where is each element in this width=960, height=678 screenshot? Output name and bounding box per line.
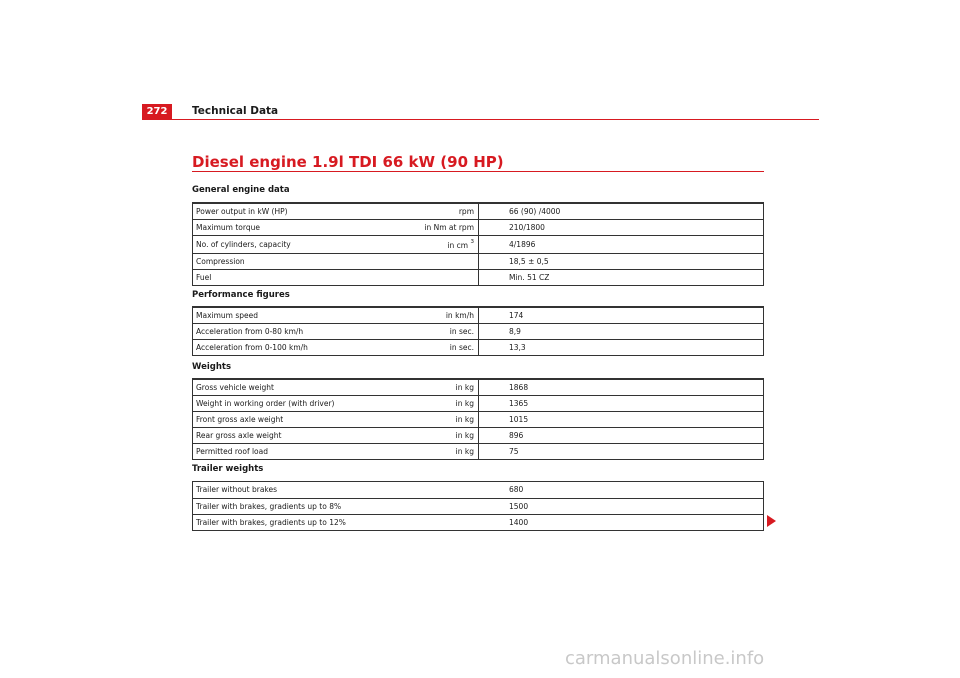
- row-label: Trailer with brakes, gradients up to 12%: [196, 518, 346, 527]
- next-page-arrow-icon: [767, 515, 776, 527]
- row-value: 174: [509, 311, 524, 320]
- row-value: 1868: [509, 383, 529, 392]
- table-row: [193, 269, 763, 285]
- row-value: 1400: [509, 518, 529, 527]
- row-value: 896: [509, 431, 524, 440]
- watermark: carmanualsonline.info: [565, 648, 765, 669]
- page-header-title: Technical Data: [192, 105, 279, 117]
- row-unit-with-superscript: [447, 238, 474, 253]
- row-value: 18,5 ± 0,5: [509, 257, 549, 266]
- row-unit: in cm: [447, 241, 469, 250]
- weights-heading: Weights: [192, 362, 232, 372]
- row-unit: in Nm at rpm: [424, 223, 474, 232]
- row-label: Maximum torque: [196, 223, 260, 232]
- trailer-table: [192, 481, 764, 531]
- row-label: Maximum speed: [196, 311, 258, 320]
- table-row: [193, 498, 763, 514]
- table-row: [193, 514, 763, 530]
- row-label: Acceleration from 0-80 km/h: [196, 327, 304, 336]
- row-label: Permitted roof load: [196, 447, 269, 456]
- table-row: [193, 307, 763, 323]
- row-unit: in sec.: [449, 327, 474, 336]
- row-label: Trailer with brakes, gradients up to 8%: [196, 502, 342, 511]
- table-row: [193, 411, 763, 427]
- row-value: 8,9: [509, 327, 521, 336]
- row-label: Power output in kW (HP): [196, 207, 288, 216]
- row-label: Gross vehicle weight: [196, 383, 274, 392]
- row-unit: in km/h: [445, 311, 474, 320]
- performance-table: [192, 306, 764, 356]
- general-engine-heading: General engine data: [192, 185, 290, 195]
- row-unit: in kg: [455, 399, 474, 408]
- row-unit: in kg: [455, 431, 474, 440]
- row-label: Trailer without brakes: [196, 485, 278, 494]
- row-value: 210/1800: [509, 223, 545, 232]
- row-value: 1365: [509, 399, 529, 408]
- title-rule: [192, 171, 764, 172]
- page-number: 272: [142, 104, 172, 119]
- table-row: [193, 443, 763, 459]
- row-label: Front gross axle weight: [196, 415, 284, 424]
- performance-heading: Performance figures: [192, 290, 290, 300]
- table-row: [193, 323, 763, 339]
- row-value: 66 (90) /4000: [509, 207, 561, 216]
- row-unit: rpm: [458, 207, 474, 216]
- row-label: No. of cylinders, capacity: [196, 240, 291, 249]
- general-engine-table: [192, 202, 764, 286]
- table-row: [193, 235, 763, 253]
- row-unit: in sec.: [449, 343, 474, 352]
- row-label: Compression: [196, 257, 245, 266]
- row-value: 1015: [509, 415, 529, 424]
- table-row: [193, 427, 763, 443]
- header-rule: [142, 119, 819, 120]
- table-row: [193, 482, 763, 498]
- row-value: 680: [509, 485, 524, 494]
- row-unit: in kg: [455, 447, 474, 456]
- row-value: 1500: [509, 502, 529, 511]
- trailer-heading: Trailer weights: [192, 464, 264, 474]
- table-row: [193, 253, 763, 269]
- section-title: Diesel engine 1.9l TDI 66 kW (90 HP): [192, 153, 504, 171]
- row-value: 75: [509, 447, 519, 456]
- row-label: Weight in working order (with driver): [196, 399, 335, 408]
- row-label: Acceleration from 0-100 km/h: [196, 343, 308, 352]
- row-value: 13,3: [509, 343, 526, 352]
- row-value: Min. 51 CZ: [509, 273, 550, 282]
- table-row: [193, 203, 763, 219]
- row-label: Rear gross axle weight: [196, 431, 282, 440]
- table-row: [193, 339, 763, 355]
- weights-table: [192, 378, 764, 460]
- table-row: [193, 379, 763, 395]
- row-label: Fuel: [196, 273, 212, 282]
- row-unit: in kg: [455, 383, 474, 392]
- table-row: [193, 219, 763, 235]
- row-unit: in kg: [455, 415, 474, 424]
- row-value: 4/1896: [509, 240, 536, 249]
- unit-superscript: 3: [470, 239, 474, 245]
- table-row: [193, 395, 763, 411]
